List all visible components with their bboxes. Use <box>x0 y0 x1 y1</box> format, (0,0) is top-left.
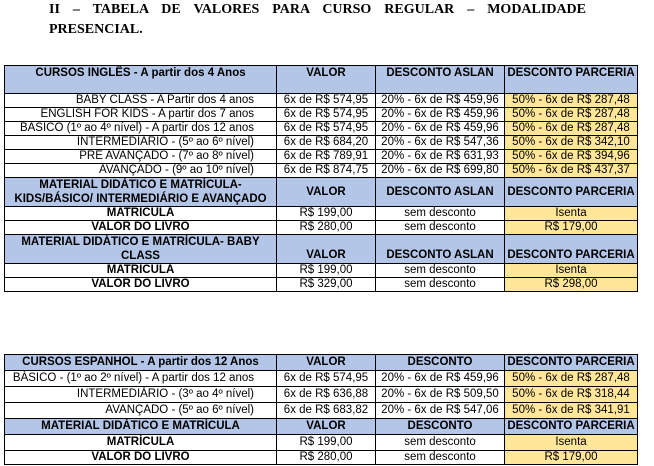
material-kids-header-row <box>5 178 638 207</box>
aslan-discount-column-header: DESCONTO ASLAN <box>376 66 505 94</box>
course-name-cell: INTERMEDIÁRIO - (5º ao 6º nível) <box>5 136 277 150</box>
course-name-cell: AVANÇADO - (5º ao 6º nível) <box>5 403 277 419</box>
course-row <box>5 164 638 178</box>
price-cell: 6x de R$ 574,95 <box>277 122 376 136</box>
partner-discount-cell: 50% - 6x de R$ 287,48 <box>505 371 638 387</box>
course-name-cell: INTERMEDIÁRIO - (3º ao 4º nível) <box>5 387 277 403</box>
material-kids-label <box>5 178 277 207</box>
partner-discount-column-header: DESCONTO PARCERIA <box>505 235 638 264</box>
price-cell: 6x de R$ 574,95 <box>277 108 376 122</box>
title-line-1: II – TABELA DE VALORES PARA CURSO REGULAR – MODALIDADE <box>49 2 586 17</box>
partner-discount-cell: R$ 298,00 <box>505 278 638 292</box>
aslan-discount-cell: 20% - 6x de R$ 459,96 <box>376 108 505 122</box>
price-cell: 6x de R$ 636,88 <box>277 387 376 403</box>
course-row <box>5 108 638 122</box>
partner-discount-cell: Isenta <box>505 207 638 221</box>
material-item-cell: MATRÍCULA <box>5 207 277 221</box>
price-column-header: VALOR <box>277 66 376 94</box>
price-cell: R$ 280,00 <box>277 451 376 465</box>
material-baby-header-row <box>5 235 638 264</box>
material-item-cell: VALOR DO LIVRO <box>5 278 277 292</box>
title-line-2: PRESENCIAL. <box>49 22 143 37</box>
course-name-cell: AVANÇADO - (9º ao 10º nível) <box>5 164 277 178</box>
material-item-cell: MATRÍCULA <box>5 435 277 451</box>
price-column-header: VALOR <box>277 178 376 207</box>
partner-discount-cell: 50% - 6x de R$ 341,91 <box>505 403 638 419</box>
course-name-cell: BABY CLASS - A Partir dos 4 anos <box>5 94 277 108</box>
english-price-table <box>4 65 638 292</box>
course-row <box>5 403 638 419</box>
spanish-price-table <box>4 354 638 465</box>
aslan-discount-cell: 20% - 6x de R$ 631,93 <box>376 150 505 164</box>
course-name-cell: ENGLISH FOR KIDS - A partir dos 7 anos <box>5 108 277 122</box>
partner-discount-cell: 50% - 6x de R$ 287,48 <box>505 122 638 136</box>
discount-cell: sem desconto <box>376 435 505 451</box>
discount-cell: 20% - 6x de R$ 547,06 <box>376 403 505 419</box>
material-row <box>5 451 638 465</box>
document-title <box>49 0 586 40</box>
price-cell: R$ 199,00 <box>277 264 376 278</box>
price-cell: 6x de R$ 683,82 <box>277 403 376 419</box>
partner-discount-column-header: DESCONTO PARCERIA <box>505 419 638 435</box>
partner-discount-cell: Isenta <box>505 264 638 278</box>
partner-discount-cell: 50% - 6x de R$ 342,10 <box>505 136 638 150</box>
partner-discount-cell: R$ 179,00 <box>505 221 638 235</box>
partner-discount-cell: 50% - 6x de R$ 287,48 <box>505 108 638 122</box>
discount-column-header: DESCONTO <box>376 355 505 371</box>
partner-discount-column-header: DESCONTO PARCERIA <box>505 66 638 94</box>
course-row <box>5 136 638 150</box>
material-label-line: CLASS <box>121 250 160 262</box>
price-column-header: VALOR <box>277 355 376 371</box>
aslan-discount-column-header: DESCONTO ASLAN <box>376 178 505 207</box>
material-row <box>5 435 638 451</box>
english-header-row <box>5 66 638 94</box>
price-cell: R$ 329,00 <box>277 278 376 292</box>
partner-discount-cell: 50% - 6x de R$ 318,44 <box>505 387 638 403</box>
material-row <box>5 221 638 235</box>
aslan-discount-column-header: DESCONTO ASLAN <box>376 235 505 264</box>
course-name-cell: PRÉ AVANÇADO - (7º ao 8º nível) <box>5 150 277 164</box>
aslan-discount-cell: sem desconto <box>376 221 505 235</box>
material-baby-label <box>5 235 277 264</box>
course-row <box>5 122 638 136</box>
discount-column-header: DESCONTO <box>376 419 505 435</box>
price-cell: 6x de R$ 874,75 <box>277 164 376 178</box>
price-cell: 6x de R$ 684,20 <box>277 136 376 150</box>
course-row <box>5 387 638 403</box>
aslan-discount-cell: sem desconto <box>376 207 505 221</box>
material-item-cell: MATRÍCULA <box>5 264 277 278</box>
price-cell: R$ 199,00 <box>277 435 376 451</box>
price-cell: R$ 280,00 <box>277 221 376 235</box>
course-column-header: CURSOS INGLÊS - A partir dos 4 Anos <box>5 66 277 94</box>
material-label-line: KIDS/BÁSICO/ INTERMEDIÁRIO E AVANÇADO <box>14 193 267 205</box>
material-item-cell: VALOR DO LIVRO <box>5 221 277 235</box>
partner-discount-cell: 50% - 6x de R$ 437,37 <box>505 164 638 178</box>
course-row <box>5 150 638 164</box>
price-cell: R$ 199,00 <box>277 207 376 221</box>
aslan-discount-cell: 20% - 6x de R$ 459,96 <box>376 122 505 136</box>
aslan-discount-cell: 20% - 6x de R$ 547,36 <box>376 136 505 150</box>
price-cell: 6x de R$ 789,91 <box>277 150 376 164</box>
course-column-header: CURSOS ESPANHOL - A partir dos 12 Anos <box>5 355 277 371</box>
aslan-discount-cell: sem desconto <box>376 278 505 292</box>
aslan-discount-cell: sem desconto <box>376 264 505 278</box>
partner-discount-column-header: DESCONTO PARCERIA <box>505 178 638 207</box>
course-name-cell: BÁSICO - (1º ao 2º nível) - A partir dos 12 anos <box>5 371 277 387</box>
spanish-header-row <box>5 355 638 371</box>
material-label: MATERIAL DIDÁTICO E MATRÍCULA <box>5 419 277 435</box>
partner-discount-cell: Isenta <box>505 435 638 451</box>
partner-discount-cell: 50% - 6x de R$ 394,96 <box>505 150 638 164</box>
material-label-line: MATERIAL DIDÁTICO E MATRÍCULA- <box>39 179 242 191</box>
material-label-line: MATERIAL DIDÁTICO E MATRÍCULA- BABY <box>21 236 260 248</box>
price-column-header: VALOR <box>277 419 376 435</box>
aslan-discount-cell: 20% - 6x de R$ 459,96 <box>376 94 505 108</box>
partner-discount-cell: R$ 179,00 <box>505 451 638 465</box>
aslan-discount-cell: 20% - 6x de R$ 699,80 <box>376 164 505 178</box>
course-row <box>5 371 638 387</box>
partner-discount-column-header: DESCONTO PARCERIA <box>505 355 638 371</box>
price-cell: 6x de R$ 574,95 <box>277 94 376 108</box>
course-name-cell: BÁSICO (1º ao 4º nível) - A partir dos 12 anos <box>5 122 277 136</box>
price-cell: 6x de R$ 574,95 <box>277 371 376 387</box>
discount-cell: 20% - 6x de R$ 509,50 <box>376 387 505 403</box>
discount-cell: sem desconto <box>376 451 505 465</box>
material-row <box>5 278 638 292</box>
price-column-header: VALOR <box>277 235 376 264</box>
material-row <box>5 264 638 278</box>
material-header-row <box>5 419 638 435</box>
material-row <box>5 207 638 221</box>
material-item-cell: VALOR DO LIVRO <box>5 451 277 465</box>
discount-cell: 20% - 6x de R$ 459,96 <box>376 371 505 387</box>
course-row <box>5 94 638 108</box>
partner-discount-cell: 50% - 6x de R$ 287,48 <box>505 94 638 108</box>
